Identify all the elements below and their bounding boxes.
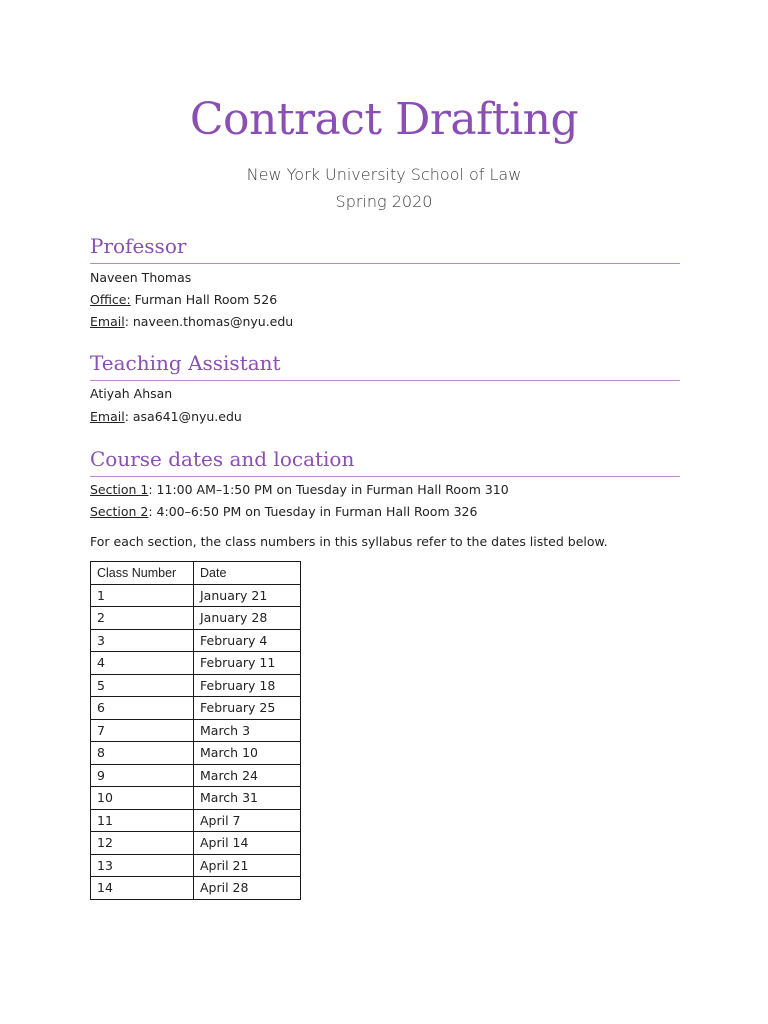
class-dates-table [90, 561, 301, 900]
section-2-value: : 4:00–6:50 PM on Tuesday in Furman Hall Room 326 [148, 504, 478, 519]
date-cell: January 28 [194, 607, 301, 630]
professor-name: Naveen Thomas [90, 270, 192, 285]
section-2 [90, 504, 477, 519]
date-cell: April 7 [194, 809, 301, 832]
table-row [91, 809, 301, 832]
date-cell: March 31 [194, 787, 301, 810]
date-cell: March 10 [194, 742, 301, 765]
table-row [91, 719, 301, 742]
table-row [91, 832, 301, 855]
date-cell: April 21 [194, 854, 301, 877]
table-header-row [91, 562, 301, 585]
office-value: Furman Hall Room 526 [130, 292, 278, 307]
section-2-label: Section 2 [90, 504, 149, 519]
date-cell: April 28 [194, 877, 301, 900]
professor-email [90, 314, 293, 329]
table-row [91, 877, 301, 900]
header-date: Date [194, 562, 301, 585]
class-number-cell: 14 [91, 877, 194, 900]
date-cell: February 4 [194, 629, 301, 652]
section-1 [90, 482, 509, 497]
ta-email-label: Email [90, 409, 125, 424]
course-heading: Course dates and location [90, 448, 680, 477]
professor-heading: Professor [90, 235, 680, 264]
school-name: New York University School of Law [246, 165, 522, 184]
class-number-cell: 8 [91, 742, 194, 765]
table-row [91, 629, 301, 652]
ta-email [90, 409, 242, 424]
email-value: : naveen.thomas@nyu.edu [124, 314, 294, 329]
date-cell: March 24 [194, 764, 301, 787]
section-1-value: : 11:00 AM–1:50 PM on Tuesday in Furman Hall Room 310 [148, 482, 509, 497]
class-number-cell: 12 [91, 832, 194, 855]
term: Spring 2020 [335, 192, 433, 211]
class-number-cell: 2 [91, 607, 194, 630]
class-number-cell: 7 [91, 719, 194, 742]
date-cell: January 21 [194, 584, 301, 607]
table-row [91, 787, 301, 810]
class-number-cell: 10 [91, 787, 194, 810]
ta-email-value: : asa641@nyu.edu [124, 409, 242, 424]
email-label: Email [90, 314, 125, 329]
date-cell: February 11 [194, 652, 301, 675]
date-cell: April 14 [194, 832, 301, 855]
class-number-cell: 11 [91, 809, 194, 832]
table-row [91, 674, 301, 697]
class-numbers-note: For each section, the class numbers in this syllabus refer to the dates listed below. [90, 534, 608, 549]
class-number-cell: 3 [91, 629, 194, 652]
page-title: Contract Drafting [189, 94, 579, 145]
date-cell: February 25 [194, 697, 301, 720]
ta-heading: Teaching Assistant [90, 352, 680, 381]
table-row [91, 584, 301, 607]
ta-name: Atiyah Ahsan [90, 386, 173, 401]
section-1-label: Section 1 [90, 482, 149, 497]
class-number-cell: 6 [91, 697, 194, 720]
class-number-cell: 13 [91, 854, 194, 877]
table-row [91, 742, 301, 765]
table-row [91, 764, 301, 787]
date-cell: February 18 [194, 674, 301, 697]
professor-office [90, 292, 277, 307]
office-label: Office: [90, 292, 131, 307]
date-cell: March 3 [194, 719, 301, 742]
header-class-number: Class Number [91, 562, 194, 585]
table-row [91, 697, 301, 720]
table-row [91, 607, 301, 630]
table-row [91, 854, 301, 877]
table-row [91, 652, 301, 675]
class-number-cell: 4 [91, 652, 194, 675]
class-number-cell: 5 [91, 674, 194, 697]
class-number-cell: 1 [91, 584, 194, 607]
class-number-cell: 9 [91, 764, 194, 787]
